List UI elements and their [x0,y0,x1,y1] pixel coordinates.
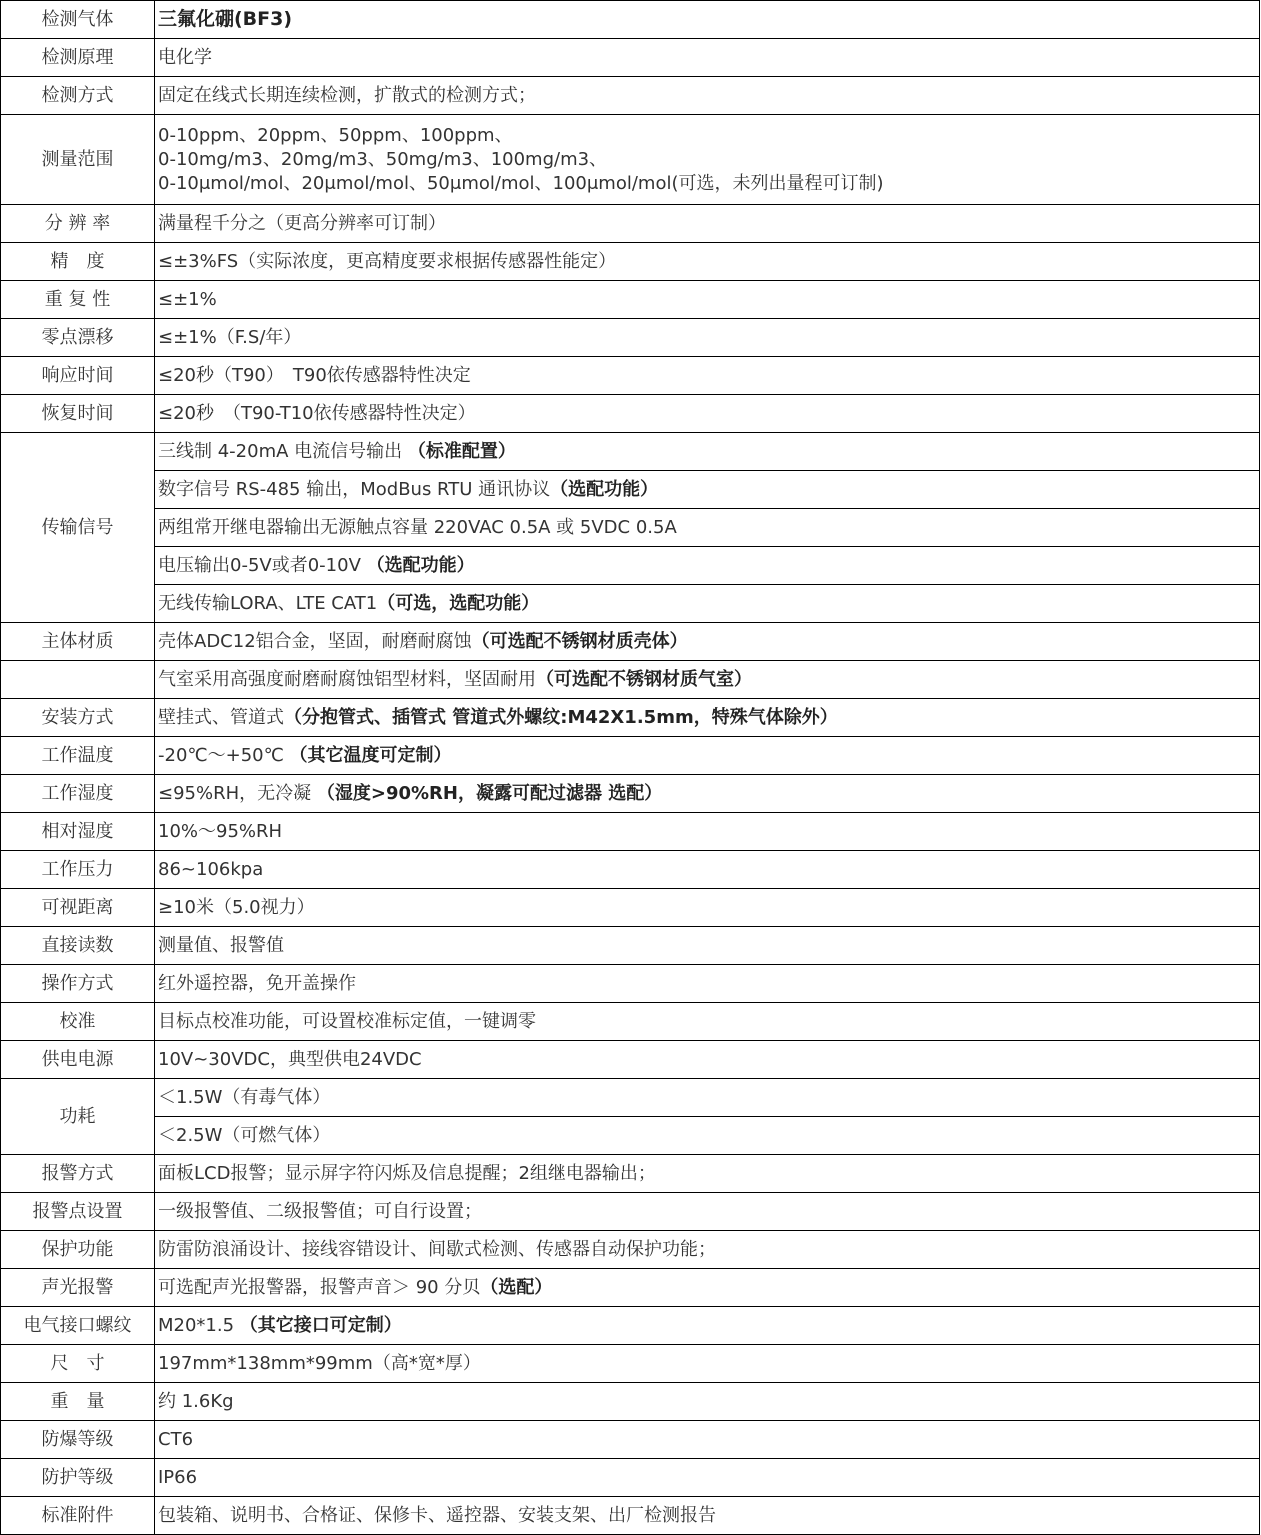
row-value [155,927,1260,965]
value-text: ＜1.5W（有毒气体） [158,1086,331,1108]
row-value [155,1041,1260,1079]
value-text: 10%～95%RH [158,820,283,842]
row-label: 操作方式 [1,965,155,1003]
row-label: 传输信号 [1,433,155,623]
value-text: ≤±3%FS（实际浓度，更高精度要求根据传感器性能定） [158,250,617,272]
table-row [1,433,1260,471]
value-text: ≤20秒 （T90-T10依传感器特性决定） [158,402,476,424]
value-text: ≥10米（5.0视力） [158,896,315,918]
value-text: 目标点校准功能，可设置校准标定值，一键调零 [158,1010,536,1032]
row-value [155,775,1260,813]
table-row [1,1459,1260,1497]
table-row [1,357,1260,395]
row-value [155,1,1260,39]
row-label: 声光报警 [1,1269,155,1307]
table-row [1,471,1260,509]
table-row [1,661,1260,699]
value-text: 约 1.6Kg [158,1390,234,1412]
value-text: 10V~30VDC，典型供电24VDC [158,1048,422,1070]
value-text: 一级报警值、二级报警值；可自行设置； [158,1200,482,1222]
table-row [1,281,1260,319]
row-value [155,433,1260,471]
row-value [155,661,1260,699]
value-note: （其它接口可定制） [239,1314,402,1336]
value-text: 86~106kpa [158,858,264,880]
row-label: 零点漂移 [1,319,155,357]
row-value [155,1155,1260,1193]
row-label: 供电电源 [1,1041,155,1079]
table-row [1,775,1260,813]
row-value [155,1117,1260,1155]
row-label: 防护等级 [1,1459,155,1497]
row-value [155,1421,1260,1459]
value-text: 气室采用高强度耐磨耐腐蚀铝型材料，坚固耐用 [158,668,536,690]
value-text: 面板LCD报警；显示屏字符闪烁及信息提醒；2组继电器输出； [158,1162,656,1184]
row-value [155,243,1260,281]
value-text: 满量程千分之（更高分辨率可订制） [158,212,446,234]
row-label: 标准附件 [1,1497,155,1535]
table-row [1,1117,1260,1155]
value-note: （湿度>90%RH，凝露可配过滤器 选配） [316,782,663,804]
table-row [1,1231,1260,1269]
table-row [1,1307,1260,1345]
row-value [155,1269,1260,1307]
value-text: ≤±1%（F.S/年） [158,326,302,348]
table-row [1,205,1260,243]
row-label: 功耗 [1,1079,155,1155]
value-line: 0-10ppm、20ppm、50ppm、100ppm、 [158,124,513,146]
table-row [1,243,1260,281]
row-value [155,623,1260,661]
row-value [155,965,1260,1003]
row-label: 校准 [1,1003,155,1041]
table-row [1,1041,1260,1079]
value-note: （分抱管式、插管式 管道式外螺纹:M42X1.5mm，特殊气体除外） [284,706,838,728]
row-value [155,1193,1260,1231]
value-text: 壁挂式、管道式 [158,706,284,728]
row-value [155,281,1260,319]
table-row [1,851,1260,889]
table-row [1,1269,1260,1307]
row-value [155,1345,1260,1383]
row-value [155,889,1260,927]
value-text: 电压输出0-5V或者0-10V [158,554,367,576]
value-text: 197mm*138mm*99mm（高*宽*厚） [158,1352,481,1374]
value-text: 电化学 [158,46,212,68]
row-label: 相对湿度 [1,813,155,851]
row-label: 检测气体 [1,1,155,39]
value-text: ≤95%RH，无冷凝 [158,782,317,804]
value-text: ＜2.5W（可燃气体） [158,1124,331,1146]
value-text: 两组常开继电器输出无源触点容量 220VAC 0.5A 或 5VDC 0.5A [158,516,677,538]
table-row [1,1193,1260,1231]
row-value [155,699,1260,737]
value-text: 包装箱、说明书、合格证、保修卡、遥控器、安装支架、出厂检测报告 [158,1504,716,1526]
table-row [1,1421,1260,1459]
row-value [155,39,1260,77]
table-row [1,585,1260,623]
row-label: 分 辨 率 [1,205,155,243]
row-label: 工作温度 [1,737,155,775]
row-label: 测量范围 [1,115,155,205]
row-label [1,661,155,699]
row-value [155,851,1260,889]
value-text: CT6 [158,1428,194,1450]
row-value [155,1459,1260,1497]
value-text: 防雷防浪涌设计、接线容错设计、间歇式检测、传感器自动保护功能； [158,1238,716,1260]
table-row [1,1345,1260,1383]
row-value [155,585,1260,623]
value-text: ≤±1% [158,288,217,310]
table-row [1,1,1260,39]
value-note: （选配功能） [550,478,659,500]
row-label: 可视距离 [1,889,155,927]
value-text: 三线制 4-20mA 电流信号输出 [158,440,408,462]
row-label: 工作压力 [1,851,155,889]
row-label: 安装方式 [1,699,155,737]
table-row [1,737,1260,775]
value-text: 固定在线式长期连续检测，扩散式的检测方式； [158,84,536,106]
value-line: 0-10mg/m3、20mg/m3、50mg/m3、100mg/m3、 [158,148,608,170]
row-value [155,547,1260,585]
row-label: 尺 寸 [1,1345,155,1383]
table-row [1,813,1260,851]
row-label: 防爆等级 [1,1421,155,1459]
row-label: 检测原理 [1,39,155,77]
value-text: 测量值、报警值 [158,934,284,956]
row-value [155,737,1260,775]
row-value [155,1383,1260,1421]
row-value [155,77,1260,115]
row-label: 主体材质 [1,623,155,661]
row-value [155,1497,1260,1535]
spec-table-body [1,1,1260,1535]
value-note: （标准配置） [407,440,516,462]
table-row [1,889,1260,927]
row-label: 响应时间 [1,357,155,395]
value-text: 数字信号 RS-485 输出，ModBus RTU 通讯协议 [158,478,551,500]
row-value [155,205,1260,243]
table-row [1,39,1260,77]
row-value [155,1003,1260,1041]
value-text: 壳体ADC12铝合金，坚固，耐磨耐腐蚀 [158,630,472,652]
row-value [155,319,1260,357]
table-row [1,699,1260,737]
value-note: （其它温度可定制） [289,744,452,766]
row-value [155,1231,1260,1269]
table-row [1,319,1260,357]
value-text: IP66 [158,1466,198,1488]
row-label: 直接读数 [1,927,155,965]
table-row [1,509,1260,547]
row-label: 报警点设置 [1,1193,155,1231]
value-text: 无线传输LORA、LTE CAT1 [158,592,378,614]
row-label: 恢复时间 [1,395,155,433]
row-label: 检测方式 [1,77,155,115]
value-text: 可选配声光报警器，报警声音＞ 90 分贝 [158,1276,481,1298]
row-label: 电气接口螺纹 [1,1307,155,1345]
value-note: （可选配不锈钢材质壳体） [471,630,688,652]
value-note: （可选配不锈钢材质气室） [536,668,752,690]
value-note: （可选，选配功能） [377,592,540,614]
table-row [1,395,1260,433]
row-value [155,471,1260,509]
row-label: 工作湿度 [1,775,155,813]
row-value [155,1079,1260,1117]
value-line: 0-10μmol/mol、20μmol/mol、50μmol/mol、100μmol/mol(可选，未列出量程可订制) [158,172,884,194]
row-value [155,509,1260,547]
value-text: 三氟化硼(BF3) [158,8,293,30]
row-label: 报警方式 [1,1155,155,1193]
row-label: 重 量 [1,1383,155,1421]
table-row [1,547,1260,585]
value-text: ≤20秒（T90） T90依传感器特性决定 [158,364,471,386]
value-text: M20*1.5 [158,1314,240,1336]
table-row [1,965,1260,1003]
table-row [1,1155,1260,1193]
value-note: （选配功能） [366,554,475,576]
value-note: （选配） [480,1276,553,1298]
value-text: 红外遥控器，免开盖操作 [158,972,356,994]
row-label: 保护功能 [1,1231,155,1269]
table-row [1,623,1260,661]
row-value [155,115,1260,205]
value-text: -20℃～+50℃ [158,744,290,766]
row-value [155,1307,1260,1345]
table-row [1,1079,1260,1117]
row-value [155,813,1260,851]
row-value [155,357,1260,395]
table-row [1,927,1260,965]
row-label: 重 复 性 [1,281,155,319]
table-row [1,1003,1260,1041]
table-row [1,1383,1260,1421]
table-row [1,77,1260,115]
row-label: 精 度 [1,243,155,281]
row-value [155,395,1260,433]
table-row [1,1497,1260,1535]
table-row [1,115,1260,205]
